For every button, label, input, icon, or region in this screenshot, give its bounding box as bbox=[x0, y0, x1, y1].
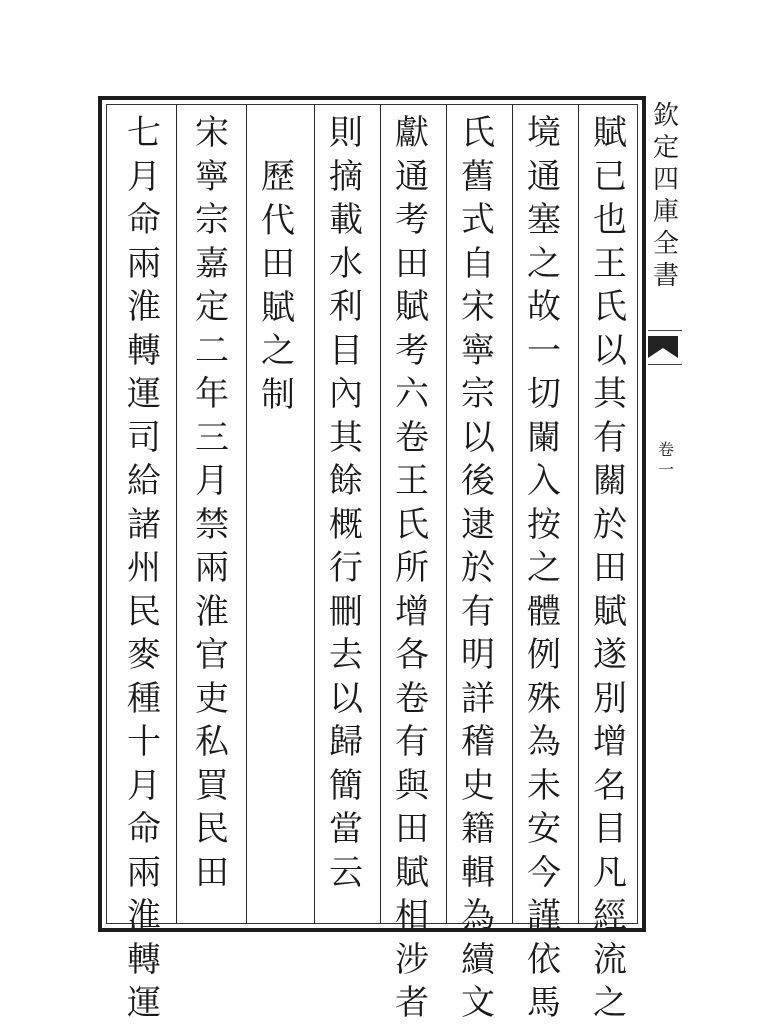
glyph: 為 bbox=[461, 896, 495, 936]
glyph: 王 bbox=[395, 461, 429, 501]
glyph: 以 bbox=[461, 417, 495, 458]
glyph: 賦 bbox=[593, 113, 627, 153]
glyph: 麥 bbox=[127, 635, 161, 675]
glyph: 馬 bbox=[527, 983, 561, 1023]
glyph: 氏 bbox=[593, 287, 627, 327]
glyph: 一 bbox=[527, 330, 561, 371]
glyph: 七 bbox=[127, 113, 161, 153]
glyph: 運 bbox=[127, 374, 161, 414]
glyph: 有 bbox=[461, 591, 495, 632]
glyph: 寧 bbox=[461, 330, 495, 371]
glyph: 禁 bbox=[195, 504, 229, 545]
glyph: 簡 bbox=[329, 765, 363, 806]
glyph: 於 bbox=[593, 504, 627, 545]
glyph: 切 bbox=[527, 374, 561, 414]
glyph: 其 bbox=[593, 374, 627, 414]
glyph: 通 bbox=[395, 156, 429, 197]
glyph: 內 bbox=[329, 374, 363, 414]
glyph: 刪 bbox=[329, 591, 363, 632]
glyph: 全 bbox=[652, 229, 679, 259]
glyph: 氏 bbox=[461, 113, 495, 153]
glyph: 以 bbox=[329, 678, 363, 719]
glyph: 目 bbox=[329, 330, 363, 371]
glyph: 按 bbox=[527, 504, 561, 545]
text-column-4 bbox=[390, 112, 434, 1023]
glyph: 田 bbox=[261, 244, 295, 284]
column-divider bbox=[380, 104, 381, 924]
glyph: 淮 bbox=[127, 287, 161, 327]
column-divider bbox=[578, 104, 579, 924]
glyph: 例 bbox=[527, 635, 561, 675]
glyph: 宋 bbox=[461, 287, 495, 327]
glyph: 經 bbox=[593, 896, 627, 936]
glyph: 水 bbox=[329, 243, 363, 284]
glyph: 考 bbox=[395, 330, 429, 371]
glyph: 目 bbox=[593, 809, 627, 849]
glyph: 相 bbox=[395, 896, 429, 936]
glyph: 有 bbox=[593, 417, 627, 458]
glyph: 依 bbox=[527, 939, 561, 980]
glyph: 闌 bbox=[527, 417, 561, 458]
glyph: 賦 bbox=[395, 852, 429, 893]
glyph: 諸 bbox=[127, 504, 161, 545]
glyph: 兩 bbox=[195, 548, 229, 588]
glyph: 則 bbox=[329, 113, 363, 153]
glyph: 轉 bbox=[127, 330, 161, 371]
glyph: 兩 bbox=[127, 852, 161, 893]
glyph: 私 bbox=[195, 722, 229, 762]
glyph: 年 bbox=[195, 374, 229, 414]
glyph: 後 bbox=[461, 461, 495, 501]
glyph: 寧 bbox=[195, 156, 229, 197]
text-column-2 bbox=[522, 112, 566, 1023]
glyph: 未 bbox=[527, 765, 561, 806]
glyph: 行 bbox=[329, 548, 363, 588]
glyph: 給 bbox=[127, 461, 161, 501]
glyph: 王 bbox=[593, 243, 627, 284]
column-divider bbox=[176, 104, 177, 924]
glyph: 去 bbox=[329, 635, 363, 675]
glyph: 於 bbox=[461, 548, 495, 588]
glyph: 卷 bbox=[657, 440, 674, 459]
glyph: 利 bbox=[329, 287, 363, 327]
glyph: 六 bbox=[395, 374, 429, 414]
glyph: 謹 bbox=[527, 896, 561, 936]
glyph: 籍 bbox=[461, 809, 495, 849]
fishtail-mark-icon bbox=[648, 336, 678, 358]
glyph: 氏 bbox=[395, 504, 429, 545]
glyph: 代 bbox=[261, 200, 295, 241]
glyph: 歸 bbox=[329, 722, 363, 762]
glyph: 摘 bbox=[329, 156, 363, 197]
glyph: 關 bbox=[593, 461, 627, 501]
glyph: 遂 bbox=[593, 635, 627, 675]
glyph: 淮 bbox=[127, 896, 161, 936]
text-column-7 bbox=[190, 112, 234, 924]
glyph: 考 bbox=[395, 200, 429, 240]
glyph: 賦 bbox=[593, 591, 627, 632]
glyph: 輯 bbox=[461, 852, 495, 893]
text-column-3 bbox=[456, 112, 500, 1023]
glyph: 安 bbox=[527, 809, 561, 849]
glyph: 賦 bbox=[261, 287, 295, 328]
glyph: 田 bbox=[395, 809, 429, 849]
text-column-8 bbox=[122, 112, 166, 1023]
glyph: 民 bbox=[195, 809, 229, 849]
glyph: 式 bbox=[461, 200, 495, 240]
glyph: 文 bbox=[461, 983, 495, 1023]
glyph: 之 bbox=[527, 243, 561, 284]
glyph: 流 bbox=[593, 939, 627, 980]
glyph: 逮 bbox=[461, 504, 495, 545]
glyph: 兩 bbox=[127, 243, 161, 284]
glyph: 嘉 bbox=[195, 243, 229, 284]
glyph: 概 bbox=[329, 504, 363, 545]
glyph: 月 bbox=[195, 461, 229, 501]
glyph: 之 bbox=[593, 983, 627, 1023]
column-divider bbox=[314, 104, 315, 924]
column-divider bbox=[446, 104, 447, 924]
glyph: 其 bbox=[329, 417, 363, 458]
glyph: 吏 bbox=[195, 678, 229, 719]
glyph: 制 bbox=[261, 374, 295, 415]
glyph: 命 bbox=[127, 809, 161, 849]
glyph: 當 bbox=[329, 809, 363, 849]
glyph: 增 bbox=[395, 591, 429, 632]
glyph: 四 bbox=[652, 165, 679, 195]
glyph: 與 bbox=[395, 765, 429, 806]
glyph: 宋 bbox=[195, 113, 229, 153]
glyph: 田 bbox=[395, 243, 429, 284]
glyph: 舊 bbox=[461, 156, 495, 197]
glyph: 歷 bbox=[261, 157, 295, 197]
glyph: 詳 bbox=[461, 678, 495, 719]
glyph: 凡 bbox=[593, 852, 627, 893]
glyph: 增 bbox=[593, 722, 627, 762]
glyph: 名 bbox=[593, 765, 627, 806]
glyph: 自 bbox=[461, 243, 495, 284]
glyph: 淮 bbox=[195, 591, 229, 632]
glyph: 卷 bbox=[395, 678, 429, 719]
glyph: 塞 bbox=[527, 200, 561, 240]
text-column-1 bbox=[588, 112, 632, 1023]
margin-line bbox=[648, 364, 682, 365]
glyph: 月 bbox=[127, 765, 161, 806]
margin-line bbox=[648, 330, 682, 331]
glyph: 定 bbox=[652, 133, 679, 163]
glyph: 田 bbox=[195, 852, 229, 893]
glyph: 體 bbox=[527, 591, 561, 632]
glyph: 民 bbox=[127, 591, 161, 632]
glyph: 云 bbox=[329, 852, 363, 893]
glyph: 載 bbox=[329, 200, 363, 240]
margin-juan bbox=[652, 440, 680, 480]
glyph: 今 bbox=[527, 852, 561, 893]
glyph: 入 bbox=[527, 461, 561, 501]
glyph: 書 bbox=[652, 261, 679, 291]
glyph: 所 bbox=[395, 548, 429, 588]
glyph: 種 bbox=[127, 678, 161, 719]
glyph: 轉 bbox=[127, 939, 161, 980]
glyph: 史 bbox=[461, 765, 495, 806]
glyph: 一 bbox=[657, 460, 674, 479]
glyph: 月 bbox=[127, 156, 161, 197]
column-divider bbox=[246, 104, 247, 924]
glyph: 十 bbox=[127, 722, 161, 762]
glyph: 卷 bbox=[395, 417, 429, 458]
glyph: 司 bbox=[127, 417, 161, 458]
glyph: 欽 bbox=[652, 101, 679, 131]
glyph: 以 bbox=[593, 330, 627, 371]
glyph: 命 bbox=[127, 200, 161, 240]
glyph: 別 bbox=[593, 678, 627, 719]
glyph: 三 bbox=[195, 417, 229, 458]
glyph: 買 bbox=[195, 765, 229, 806]
glyph: 州 bbox=[127, 548, 161, 588]
glyph: 通 bbox=[527, 156, 561, 197]
glyph: 宗 bbox=[461, 374, 495, 414]
glyph: 餘 bbox=[329, 461, 363, 501]
text-column-5 bbox=[324, 112, 368, 924]
glyph: 明 bbox=[461, 635, 495, 675]
glyph: 運 bbox=[127, 983, 161, 1023]
glyph: 田 bbox=[593, 548, 627, 588]
glyph: 官 bbox=[195, 635, 229, 675]
glyph: 殊 bbox=[527, 678, 561, 719]
column-divider bbox=[512, 104, 513, 924]
glyph: 之 bbox=[527, 548, 561, 588]
section-heading bbox=[256, 156, 300, 968]
glyph: 宗 bbox=[195, 200, 229, 240]
glyph: 續 bbox=[461, 939, 495, 980]
glyph: 定 bbox=[195, 287, 229, 327]
glyph: 庫 bbox=[652, 197, 679, 227]
glyph: 境 bbox=[527, 113, 561, 153]
glyph: 也 bbox=[593, 200, 627, 240]
glyph: 之 bbox=[261, 331, 295, 371]
glyph: 賦 bbox=[395, 287, 429, 327]
glyph: 者 bbox=[395, 983, 429, 1023]
glyph: 二 bbox=[195, 330, 229, 371]
glyph: 為 bbox=[527, 722, 561, 762]
glyph: 獻 bbox=[395, 113, 429, 153]
glyph: 已 bbox=[593, 156, 627, 197]
glyph: 各 bbox=[395, 635, 429, 675]
glyph: 有 bbox=[395, 722, 429, 762]
glyph: 故 bbox=[527, 287, 561, 327]
glyph: 稽 bbox=[461, 722, 495, 762]
glyph: 涉 bbox=[395, 939, 429, 980]
